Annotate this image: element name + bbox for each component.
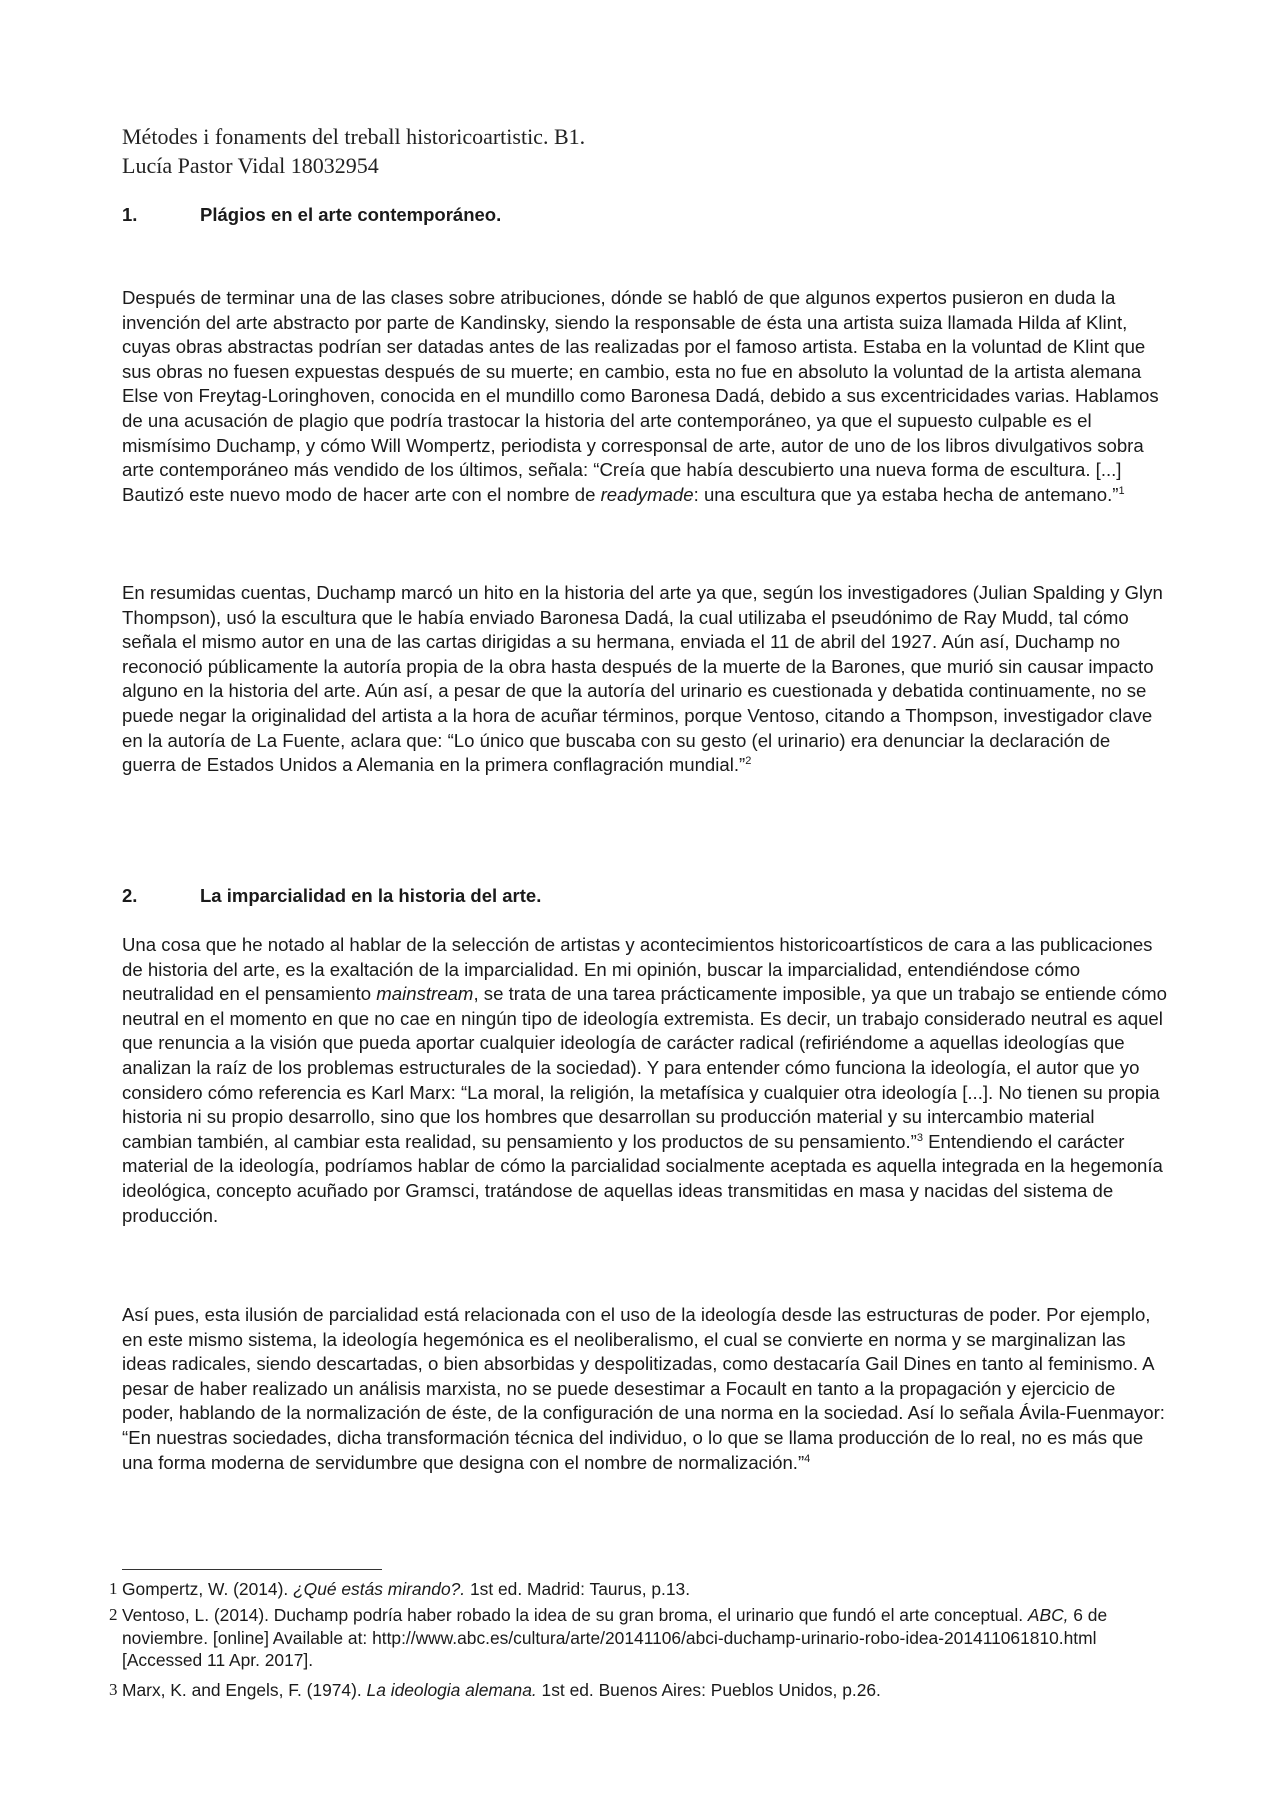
footnote-number: 3 [109, 1680, 118, 1699]
section-1-heading [122, 204, 501, 226]
footnote-number: 2 [109, 1605, 118, 1624]
footnote-2: 2 Ventoso, L. (2014). Duchamp podría haber robado la idea de su gran broma, el urinario que fundó el arte conceptual. ABC, 6 de noviembre. [online] Available at: http://www.abc.es/cultura/arte/20141106/abci-duchamp-urinario-robo-idea-201411061810.html [Accessed 11 Apr. 2017]. [109, 1605, 1108, 1670]
section-2-paragraph-1: Una cosa que he notado al hablar de la selección de artistas y acontecimientos historicoartísticos de cara a las publicaciones de historia del arte, es la exaltación de la imparcialidad. En mi opinión, buscar la imparcialidad, entendiéndose cómo neutralidad en el pensamiento mainstream, se trata de una tarea prácticamente imposible, ya que un trabajo se entiende cómo neutral en el momento en que no cae en ningún tipo de ideología extremista. Es decir, un trabajo considerado neutral es aquel que renuncia a la visión que pueda aportar cualquier ideología de carácter radical (refiriéndome a aquellas ideologías que analizan la raíz de los problemas estructurales de la sociedad). Y para entender cómo funciona la ideología, el autor que yo considero cómo referencia es Karl Marx: “La moral, la religión, la metafísica y cualquier otra ideología [...]. No tienen su propia historia ni su propio desarrollo, sino que los hombres que desarrollan su producción material y su intercambio material cambian también, al cambiar esta realidad, su pensamiento y los productos de su pensamiento.”$^3$ Entendiendo el carácter material de la ideología, podríamos hablar de cómo la parcialidad socialmente aceptada es aquella integrada en la hegemonía ideológica, concepto acuñado por Gramsci, tratándose de aquellas ideas transmitidas en masa y nacidas del sistema de producción. [122, 934, 1167, 1226]
section-title: La imparcialidad en la historia del arte. [200, 885, 542, 906]
section-1-paragraph-1: Después de terminar una de las clases sobre atribuciones, dónde se habló de que algunos expertos pusieron en duda la invención del arte abstracto por parte de Kandinsky, siendo la responsable de ésta una artista suiza llamada Hilda af Klint, cuyas obras abstractas podrían ser datadas antes de las realizadas por el famoso artista. Estaba en la voluntad de Klint que sus obras no fuesen expuestas después de su muerte; en cambio, esta no fue en absoluto la voluntad de la artista alemana Else von Freytag-Loringhoven, conocida en el mundillo como Baronesa Dadá, debido a sus excentricidades varias. Hablamos de una acusación de plagio que podría trastocar la historia del arte contemporáneo, ya que el supuesto culpable es el mismísimo Duchamp, y cómo Will Wompertz, periodista y corresponsal de arte, autor de uno de los libros divulgativos sobra arte contemporáneo más vendido de los últimos, señala: “Creía que había descubierto una nueva forma de escultura. [...] Bautizó este nuevo modo de hacer arte con el nombre de readymade: una escultura que ya estaba hecha de antemano.”$^1$ [122, 287, 1159, 505]
section-2-heading [122, 885, 541, 907]
section-2-paragraph-2: Así pues, esta ilusión de parcialidad está relacionada con el uso de la ideología desde las estructuras de poder. Por ejemplo, en este mismo sistema, la ideología hegemónica es el neoliberalismo, el cual se convierte en norma y se marginalizan las ideas radicales, siendo descartadas, o bien absorbidas y despolitizadas, como destacaría Gail Dines en tanto al feminismo. A pesar de haber realizado un análisis marxista, no se puede desestimar a Focault en tanto a la propagación y ejercicio de poder, hablando de la normalización de éste, de la configuración de una norma en la sociedad. Así lo señala Ávila-Fuenmayor: “En nuestras sociedades, dicha transformación técnica del individuo, o lo que se llama producción de lo real, no es más que una forma moderna de servidumbre que designa con el nombre de normalización.”$^4$ [122, 1304, 1165, 1473]
course-title: Métodes i fonaments del treball historicoartistic. B1. [122, 124, 586, 149]
section-number: 1. [122, 204, 138, 225]
footnote-ref: 2 [745, 755, 752, 768]
footnote-ref: 1 [1118, 484, 1125, 497]
author-line: Lucía Pastor Vidal 18032954 [122, 153, 379, 178]
footnote-1: 1 Gompertz, W. (2014). ¿Qué estás mirando?. 1st ed. Madrid: Taurus, p.13. [109, 1579, 691, 1599]
footnote-3: 3 Marx, K. and Engels, F. (1974). La ideologia alemana. 1st ed. Buenos Aires: Pueblos Unidos, p.26. [109, 1680, 881, 1700]
footnote-ref: 4 [804, 1452, 811, 1465]
section-title: Plágios en el arte contemporáneo. [200, 204, 502, 225]
section-number: 2. [122, 885, 138, 906]
footnote-separator [122, 1569, 382, 1570]
footnote-number: 1 [109, 1579, 118, 1598]
section-1-paragraph-2: En resumidas cuentas, Duchamp marcó un hito en la historia del arte ya que, según los investigadores (Julian Spalding y Glyn Thompson), usó la escultura que le había enviado Baronesa Dadá, la cual utilizaba el pseudónimo de Ray Mudd, tal cómo señala el mismo autor en una de las cartas dirigidas a su hermana, enviada el 11 de abril del 1927. Aún así, Duchamp no reconoció públicamente la autoría propia de la obra hasta después de la muerte de la Barones, que murió sin causar impacto alguno en la historia del arte. Aún así, a pesar de que la autoría del urinario es cuestionada y debatida continuamente, no se puede negar la originalidad del artista a la hora de acuñar términos, porque Ventoso, citando a Thompson, investigador clave en la autoría de La Fuente, aclara que: “Lo único que buscaba con su gesto (el urinario) era denunciar la declaración de guerra de Estados Unidos a Alemania en la primera conflagración mundial.”$^2$ [122, 582, 1163, 776]
document-header [122, 122, 585, 180]
footnote-ref: 3 [916, 1131, 923, 1144]
